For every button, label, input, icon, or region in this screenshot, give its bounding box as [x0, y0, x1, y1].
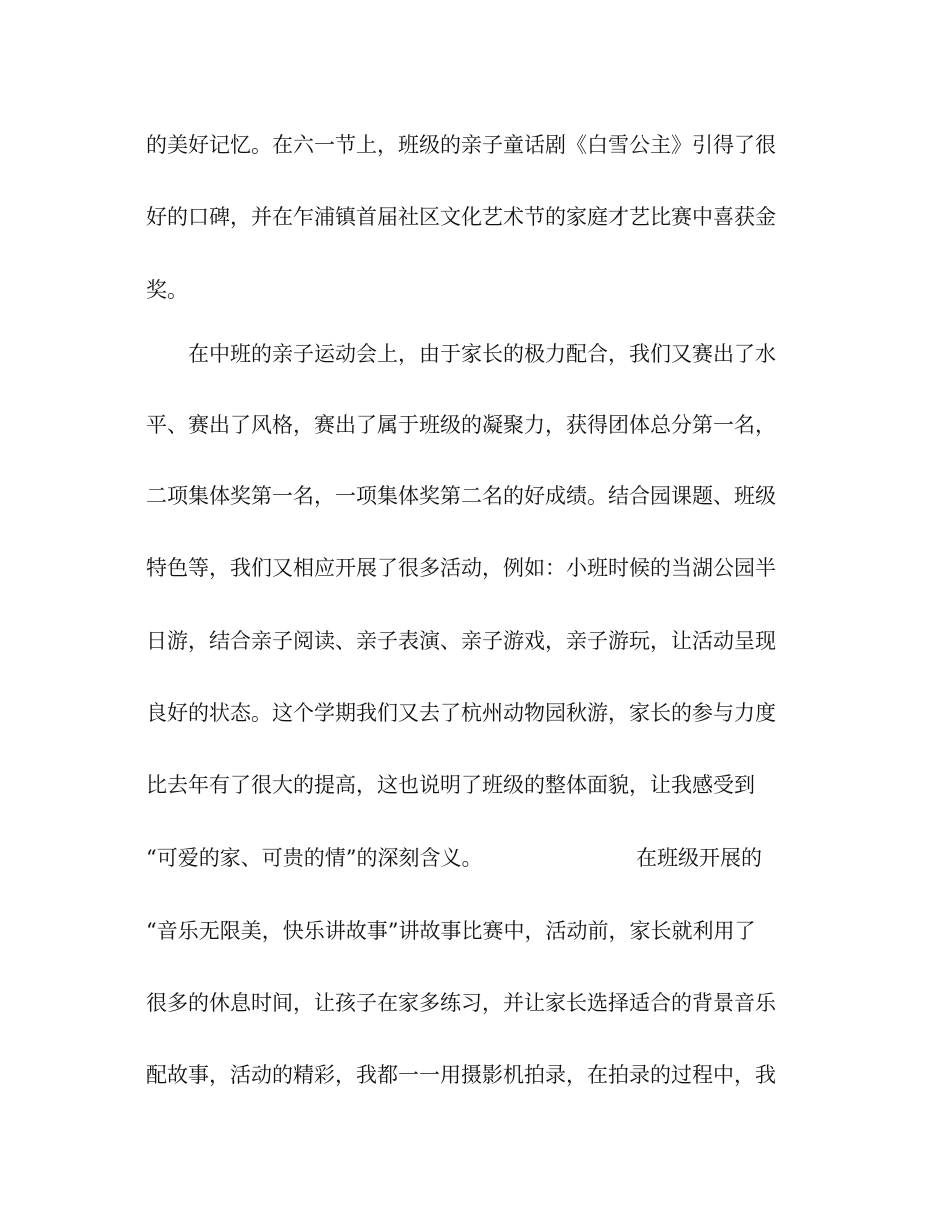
text-line: 奖。	[146, 278, 188, 302]
text-line: 平、赛出了风格，赛出了属于班级的凝聚力，获得团体总分第一名，	[146, 413, 776, 437]
text-line: 特色等，我们又相应开展了很多活动，例如：小班时候的当湖公园半	[146, 556, 776, 580]
text-line: 配故事，活动的精彩，我都一一用摄影机拍录，在拍录的过程中，我	[146, 1063, 776, 1087]
paragraph-start-line: 在中班的亲子运动会上，由于家长的极力配合，我们又赛出了水	[188, 342, 776, 366]
text-line: 好的口碑，并在乍浦镇首届社区文化艺术节的家庭才艺比赛中喜获金	[146, 205, 776, 229]
text-line: 日游，结合亲子阅读、亲子表演、亲子游戏，亲子游玩，让活动呈现	[146, 629, 776, 653]
text-line: 的美好记忆。在六一节上，班级的亲子童话剧《白雪公主》引得了很	[146, 133, 776, 157]
text-line: 比去年有了很大的提高，这也说明了班级的整体面貌，让我感受到	[146, 773, 755, 797]
text-line: 良好的状态。这个学期我们又去了杭州动物园秋游，家长的参与力度	[146, 701, 776, 725]
text-line: 很多的休息时间，让孩子在家多练习，并让家长选择适合的背景音乐	[146, 991, 776, 1015]
text-line-fragment: 在班级开展的	[636, 846, 762, 870]
text-line: “音乐无限美，快乐讲故事”讲故事比赛中，活动前，家长就利用了	[146, 919, 756, 943]
text-line: “可爱的家、可贵的情”的深刻含义。	[146, 846, 483, 870]
text-line: 二项集体奖第一名，一项集体奖第二名的好成绩。结合园课题、班级	[146, 484, 776, 508]
